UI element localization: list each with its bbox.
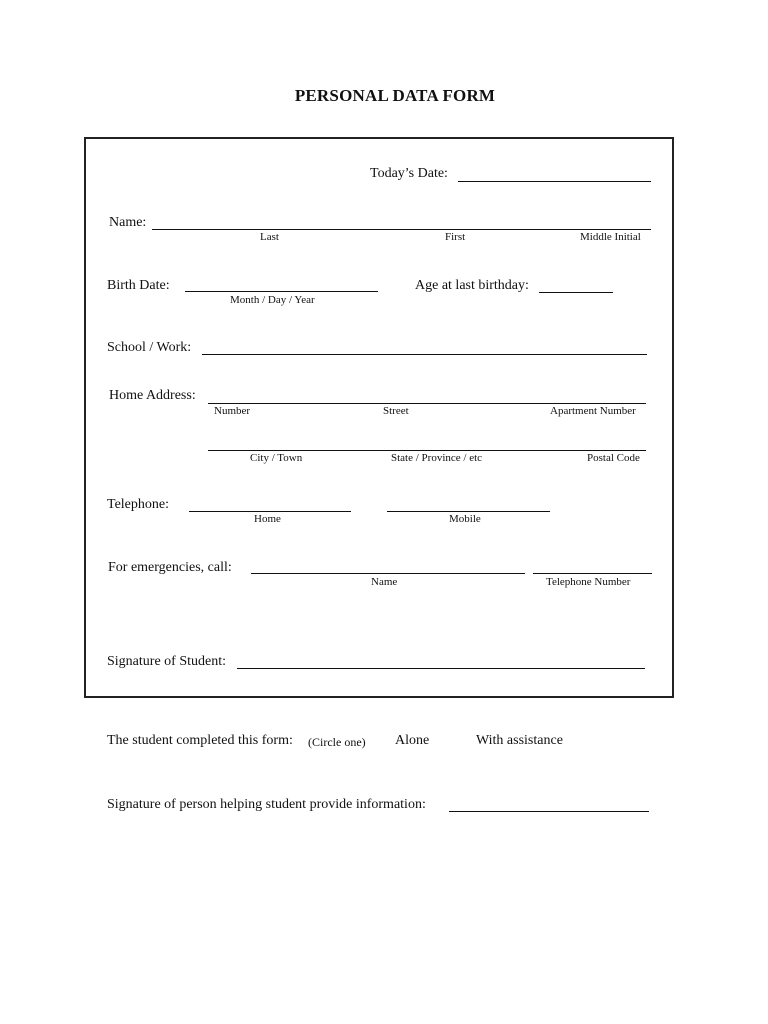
name-label: Name: bbox=[109, 215, 147, 230]
address-state-caption: State / Province / etc bbox=[391, 452, 483, 464]
signature-student-line[interactable] bbox=[237, 668, 645, 669]
address-line-2[interactable] bbox=[208, 450, 646, 451]
address-postal-caption: Postal Code bbox=[587, 452, 640, 464]
telephone-mobile-caption: Mobile bbox=[449, 513, 481, 525]
option-alone[interactable]: Alone bbox=[395, 733, 430, 748]
birth-date-line[interactable] bbox=[185, 291, 378, 292]
circle-one-note: (Circle one) bbox=[308, 735, 366, 749]
telephone-mobile-line[interactable] bbox=[387, 511, 550, 512]
option-with-assistance[interactable]: With assistance bbox=[476, 733, 563, 748]
helper-signature-line[interactable] bbox=[449, 811, 649, 812]
age-label: Age at last birthday: bbox=[415, 278, 529, 293]
form-title: PERSONAL DATA FORM bbox=[294, 86, 496, 105]
emergency-phone-caption: Telephone Number bbox=[546, 576, 631, 588]
emergency-phone-line[interactable] bbox=[533, 573, 652, 574]
form-box bbox=[84, 137, 674, 698]
emergency-name-caption: Name bbox=[371, 576, 398, 588]
home-address-label: Home Address: bbox=[109, 388, 196, 403]
telephone-home-caption: Home bbox=[254, 513, 281, 525]
address-apartment-caption: Apartment Number bbox=[550, 405, 636, 417]
school-work-line[interactable] bbox=[202, 354, 647, 355]
address-city-caption: City / Town bbox=[250, 452, 303, 464]
age-line[interactable] bbox=[539, 292, 613, 293]
address-street-caption: Street bbox=[383, 405, 409, 417]
telephone-label: Telephone: bbox=[107, 497, 169, 512]
todays-date-label: Today’s Date: bbox=[370, 166, 448, 181]
name-middle-caption: Middle Initial bbox=[580, 231, 641, 243]
name-line[interactable] bbox=[152, 229, 651, 230]
emergency-name-line[interactable] bbox=[251, 573, 525, 574]
completed-label: The student completed this form: bbox=[107, 733, 293, 748]
todays-date-line[interactable] bbox=[458, 181, 651, 182]
school-work-label: School / Work: bbox=[107, 340, 192, 355]
helper-signature-label: Signature of person helping student provide information: bbox=[107, 797, 426, 812]
address-line-1[interactable] bbox=[208, 403, 646, 404]
address-number-caption: Number bbox=[214, 405, 251, 417]
name-first-caption: First bbox=[445, 231, 466, 243]
name-last-caption: Last bbox=[260, 231, 279, 243]
signature-student-label: Signature of Student: bbox=[107, 654, 226, 669]
telephone-home-line[interactable] bbox=[189, 511, 351, 512]
emergency-label: For emergencies, call: bbox=[108, 560, 232, 575]
birth-date-caption: Month / Day / Year bbox=[230, 294, 315, 306]
birth-date-label: Birth Date: bbox=[107, 278, 170, 293]
